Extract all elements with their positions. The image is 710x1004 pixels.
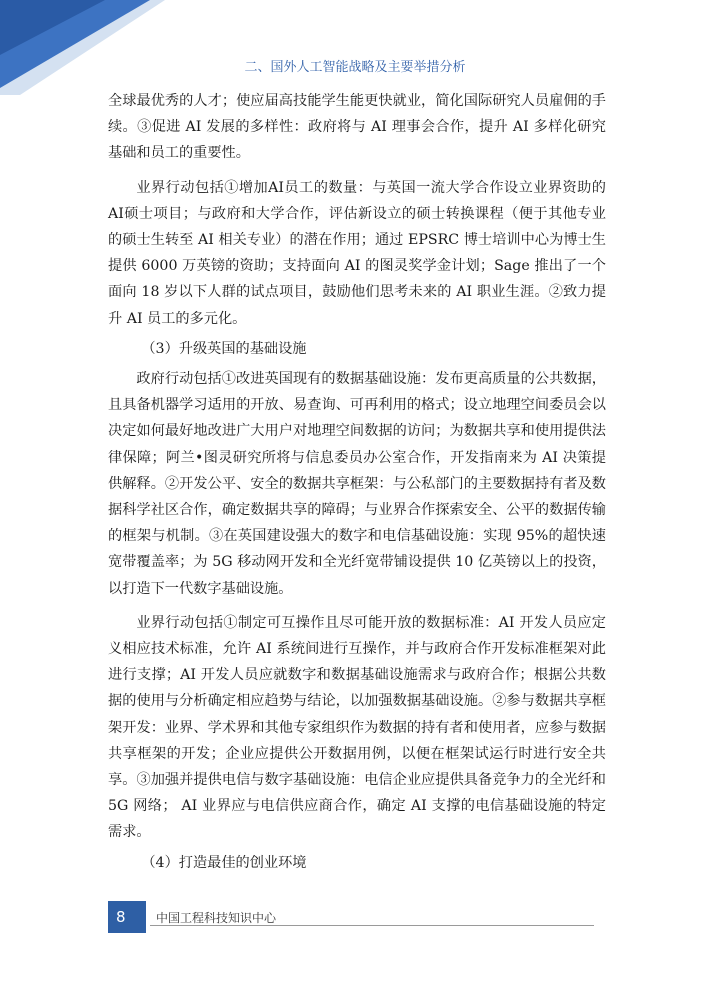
section-heading-4: （4）打造最佳的创业环境 <box>141 854 307 871</box>
page-body <box>108 88 606 880</box>
paragraph-1: 全球最优秀的人才；使应届高技能学生能更快就业，简化国际研究人员雇佣的手续。③促进 AI 发展的多样性：政府将与 AI 理事会合作，提升 AI 多样化研究基础和员工的重要性。 <box>108 93 606 162</box>
paragraph-2: 业界行动包括①增加AI员工的数量：与英国一流大学合作设立业界资助的AI硕士项目；与政府和大学合作，评估新设立的硕士转换课程（便于其他专业的硕士生转至 AI 相关专业）的潜在作用；通过 EPSRC 博士培训中心为博士生提供 6000 万英镑的资助；支持面向 AI 的图灵奖学金计划；Sage 推出了一个面向 18 岁以下人群的试点项目，鼓励他们思考未来的 AI 职业生涯。②致力提升 AI 员工的多元化。 <box>108 179 606 327</box>
paragraph-3: 政府行动包括①改进英国现有的数据基础设施：发布更高质量的公共数据，且具备机器学习适用的开放、易查询、可再利用的格式；设立地理空间委员会以决定如何最好地改进广大用户对地理空间数据的访问；为数据共享和使用提供法律保障；阿兰•图灵研究所将与信息委员办公室合作，开发指南来为 AI 决策提供解释。②开发公平、安全的数据共享框架：与公私部门的主要数据持有者及数据科学社区合作，确定数据共享的障碍；与业界合作探索安全、公平的数据传输的框架与机制。③在英国建设强大的数字和电信基础设施：实现 95%的超快速宽带覆盖率；为 5G 移动网开发和全光纤宽带铺设提供 10 亿英镑以上的投资，以打造下一代数字基础设施。 <box>108 371 606 597</box>
running-header: 二、国外人工智能战略及主要举措分析 <box>244 60 466 75</box>
paragraph-4: 业界行动包括①制定可互操作且尽可能开放的数据标准：AI 开发人员应定义相应技术标准，允许 AI 系统间进行互操作，并与政府合作开发标准框架对此进行支撑；AI 开发人员应就数字和数据基础设施需求与政府合作；根据公共数据的使用与分析确定相应趋势与结论，以加强数据基础设施。②参与数据共享框架开发：业界、学术界和其他专家组织作为数据的持有者和使用者，应参与数据共享框架的开发；企业应提供公开数据用例，以便在框架试运行时进行安全共享。③加强并提供电信与数字基础设施：电信企业应提供具备竞争力的全光纤和 5G 网络； AI 业界应与电信供应商合作，确定 AI 支撑的电信基础设施的特定需求。 <box>108 614 606 841</box>
footer-org: 中国工程科技知识中心 <box>156 911 277 925</box>
corner-decoration <box>0 0 170 100</box>
section-heading-3: （3）升级英国的基础设施 <box>141 340 307 357</box>
footer-rule <box>150 925 594 926</box>
page-number: 8 <box>108 901 146 933</box>
